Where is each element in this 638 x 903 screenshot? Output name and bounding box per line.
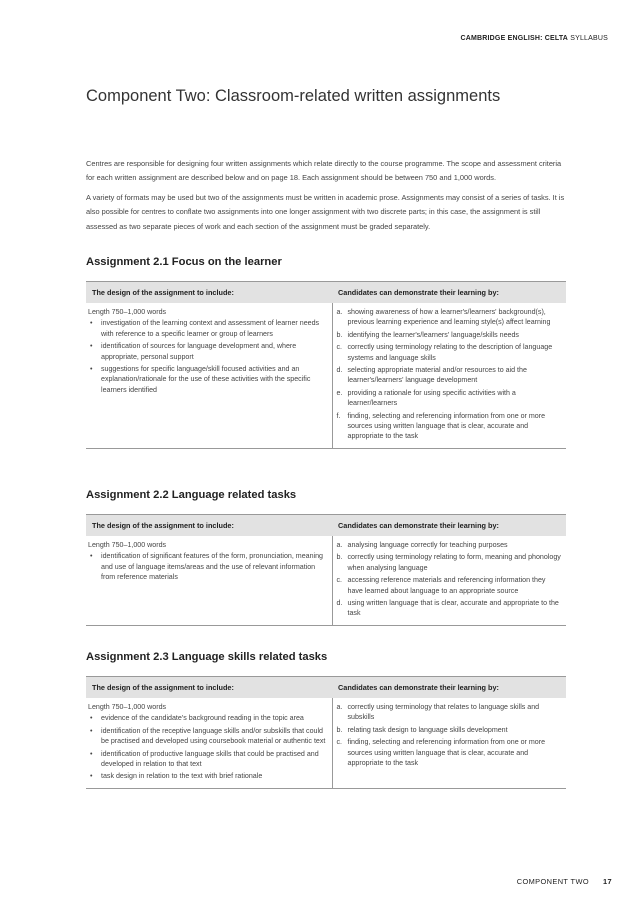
criteria-list [335, 307, 563, 442]
header-bold: CAMBRIDGE ENGLISH: CELTA [460, 35, 569, 42]
list-item-text: selecting appropriate material and/or resources to aid the learner's/learners' language development [347, 366, 527, 385]
intro-paragraph-2: A variety of formats may be used but two of the assignments must be written in academic prose. Assignments may consist of a series of tasks. It is also possible for centres to conflate two assignments into one longer assignment with two discrete parts; in this case, the assignment is still assessed as two separate pieces of work and each section of the assignment must be graded separately. [86, 192, 565, 231]
list-marker: a. [336, 541, 343, 549]
assignment-heading: Assignment 2.1 Focus on the learner [86, 256, 282, 268]
page-title: Component Two: Classroom-related written assignments [86, 87, 501, 105]
length-text: Length 750–1,000 words [88, 703, 167, 711]
criteria-list [335, 540, 563, 619]
list-item-text: investigation of the learning context and assessment of learner needs with reference to a specific learner or group of learners [101, 319, 320, 338]
column-header: The design of the assignment to include: [86, 515, 332, 537]
list-item-text: correctly using terminology relating to the description of language systems and language skills [347, 343, 553, 362]
length-text: Length 750–1,000 words [88, 541, 167, 549]
list-item [335, 575, 563, 596]
list-item [335, 552, 563, 573]
list-item-text: correctly using terminology that relates to language skills and subskills [347, 703, 540, 722]
list-item-text: showing awareness of how a learner's/learners' background(s), previous learning experience and learning style(s) affect learning [347, 308, 551, 327]
list-item [335, 307, 563, 328]
design-cell [86, 698, 332, 788]
list-marker: c. [336, 343, 343, 352]
criteria-cell [332, 698, 566, 788]
list-marker: b. [336, 330, 343, 339]
design-cell [86, 536, 332, 625]
list-marker: d. [336, 366, 343, 375]
list-item [335, 365, 563, 386]
list-item [335, 411, 563, 442]
column-header: Candidates can demonstrate their learning by: [332, 282, 566, 304]
list-item-text: analysing language correctly for teaching purposes [347, 541, 508, 549]
criteria-list [335, 702, 563, 768]
list-item-text: identification of the receptive language skills and/or subskills that could be practised and developed using coursebook material or authentic text [101, 726, 326, 746]
list-item: • identification of sources for language development and, where appropriate, personal support [90, 342, 297, 361]
list-item-text: relating task design to language skills development [347, 725, 508, 734]
assignment-table [86, 676, 566, 789]
list-item-text: evidence of the candidate's background reading in the topic area [101, 714, 304, 723]
footer-label: COMPONENT TWO [516, 877, 589, 886]
list-item-text: correctly using terminology relating to form, meaning and phonology when analysing language [347, 553, 561, 572]
list-marker: d. [336, 599, 343, 608]
list-marker: b. [336, 725, 343, 734]
running-header [460, 35, 608, 42]
list-marker: c. [336, 576, 343, 585]
list-marker: b. [336, 553, 343, 562]
list-marker: c. [336, 738, 343, 747]
column-header: The design of the assignment to include: [86, 677, 332, 699]
list-item [335, 388, 563, 409]
list-item [335, 702, 563, 723]
list-item-text: suggestions for specific language/skill focused activities and an explanation/rationale for the use of these activities with the specific learners identified [101, 365, 311, 394]
list-marker: f. [336, 411, 341, 420]
assignment-table [86, 281, 566, 449]
column-header: Candidates can demonstrate their learning by: [332, 677, 566, 699]
list-item [335, 725, 563, 735]
list-item: • investigation of the learning context and assessment of learner needs with reference to a specific learner or group of learners [90, 319, 320, 338]
list-item [335, 540, 563, 550]
design-list [88, 318, 328, 395]
design-list [88, 551, 328, 582]
page-footer [517, 877, 612, 886]
list-item-text: finding, selecting and referencing information from one or more sources using written language that is clear, accurate and appropriate to the task [347, 411, 546, 441]
list-item-text: task design in relation to the text with brief rationale [101, 772, 263, 781]
intro-text [86, 157, 566, 239]
list-item [335, 737, 563, 768]
list-item-text: identification of sources for language development and, where appropriate, personal support [101, 342, 297, 361]
list-marker: a. [336, 703, 343, 711]
list-item: • suggestions for specific language/skill focused activities and an explanation/rationale for the use of these activities with the specific learners identified [90, 365, 311, 394]
list-item [335, 598, 563, 619]
list-item-text: identification of significant features of the form, pronunciation, meaning and use of language items/areas and the use of relevant information from reference materials [101, 552, 324, 582]
assignment-heading: Assignment 2.2 Language related tasks [86, 489, 297, 501]
intro-paragraph-1: Centres are responsible for designing four written assignments which relate directly to the course programme. The scope and assessment criteria for each written assignment are described below and on page 18. Each assignment should be between 750 and 1,000 words. [86, 159, 562, 183]
list-item: • identification of the receptive language skills and/or subskills that could be practised and developed using coursebook material or authentic text [90, 726, 326, 746]
header-regular: SYLLABUS [568, 35, 608, 42]
list-item [335, 342, 563, 363]
list-item-text: using written language that is clear, accurate and appropriate to the task [347, 599, 559, 618]
list-item: • evidence of the candidate's background reading in the topic area [90, 714, 304, 723]
length-text: Length 750–1,000 words [88, 308, 167, 316]
assignment-table [86, 514, 566, 626]
list-marker: e. [336, 388, 343, 397]
assignment-heading: Assignment 2.3 Language skills related tasks [86, 651, 328, 663]
list-item: • task design in relation to the text with brief rationale [90, 772, 263, 781]
list-marker: a. [336, 308, 343, 316]
design-list [88, 713, 328, 781]
page-number: 17 [602, 877, 612, 886]
list-item-text: accessing reference materials and referencing information they have learned about language to an appropriate source [347, 576, 546, 595]
column-header: The design of the assignment to include: [86, 282, 332, 304]
list-item-text: identification of productive language skills that could be practised and developed in relation to that text [101, 749, 319, 769]
list-item-text: finding, selecting and referencing information from one or more sources using written language that is clear, accurate and appropriate to the task [347, 738, 546, 768]
list-item: • identification of significant features of the form, pronunciation, meaning and use of language items/areas and the use of relevant information from reference materials [90, 552, 324, 582]
list-item [335, 330, 563, 340]
list-item-text: providing a rationale for using specific activities with a learner/learners [347, 388, 516, 408]
criteria-cell [332, 536, 566, 625]
list-item: • identification of productive language skills that could be practised and developed in relation to that text [90, 749, 319, 769]
design-cell [86, 303, 332, 448]
criteria-cell [332, 303, 566, 448]
column-header: Candidates can demonstrate their learning by: [332, 515, 566, 537]
list-item-text: identifying the learner's/learners' language/skills needs [347, 330, 519, 339]
